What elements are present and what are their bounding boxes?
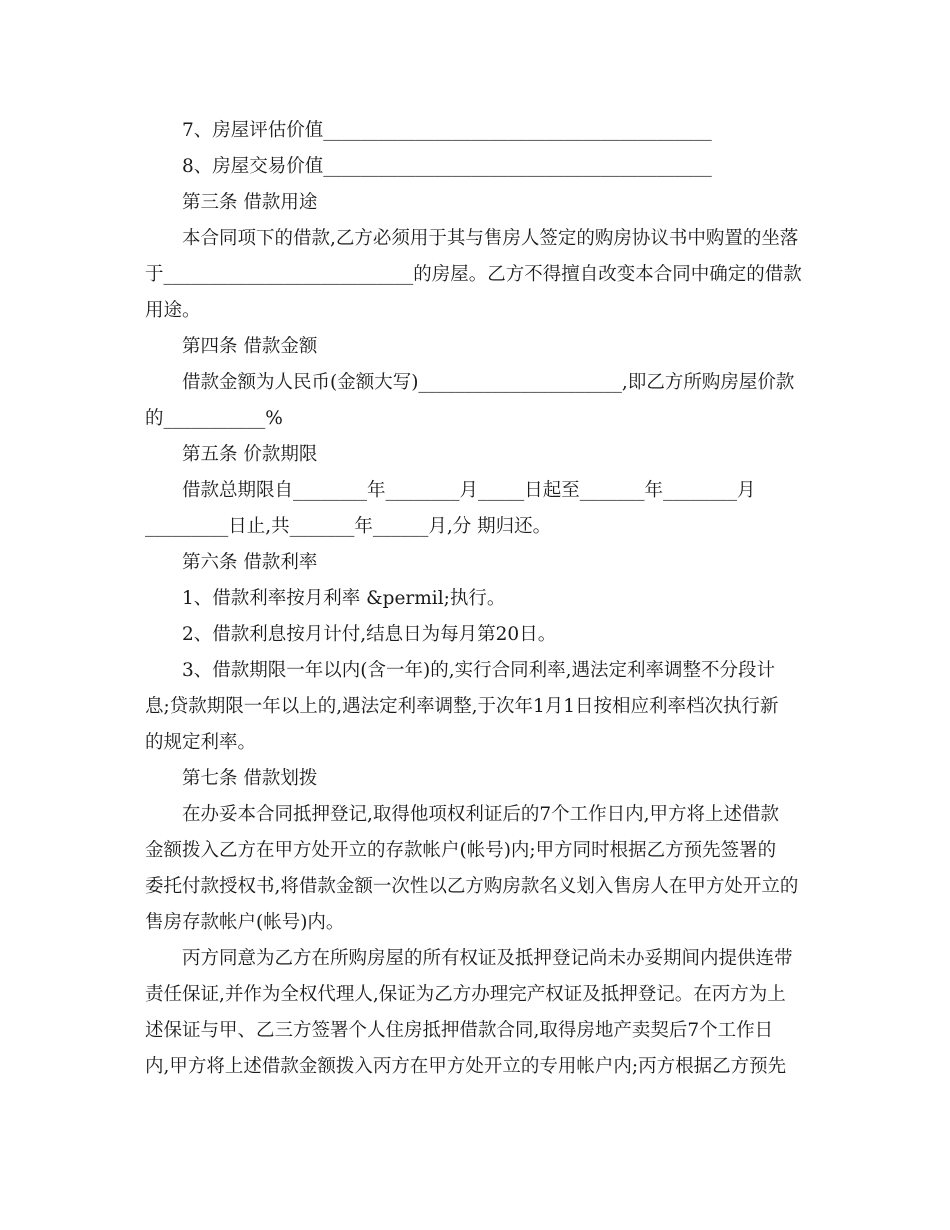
text-line: 2、借款利息按月计付,结息日为每月第20日。 [182,624,557,645]
text-line: 1、借款利率按月利率 &permil;执行。 [182,588,506,609]
text-line: 金额拨入乙方在甲方处开立的存款帐户(帐号)内;甲方同时根据乙方预先签署的 [145,840,777,861]
section-heading: 第七条 借款划拨 [182,768,318,789]
text-line: 委托付款授权书,将借款金额一次性以乙方购房款名义划入售房人在甲方处开立的 [145,876,799,897]
text-line: 于___________________________的房屋。乙方不得擅自改变本合同中确定的借款 [145,264,802,285]
text-line: 借款金额为人民币(金额大写)______________________,即乙方所购房屋价款 [182,372,795,393]
text-line: 在办妥本合同抵押登记,取得他项权利证后的7个工作日内,甲方将上述借款 [182,804,780,825]
text-line: 用途。 [145,300,201,321]
text-line: 8、房屋交易价值__________________________________________ [182,156,712,177]
section-heading: 第三条 借款用途 [182,192,318,213]
text-line: _________日止,共_______年______月,分 期归还。 [145,516,552,537]
text-line: 述保证与甲、乙三方签署个人住房抵押借款合同,取得房地产卖契后7个工作日 [145,1020,774,1041]
text-line: 的规定利率。 [145,732,257,753]
text-line: 息;贷款期限一年以上的,遇法定利率调整,于次年1月1日按相应利率档次执行新 [145,696,779,717]
text-line: 责任保证,并作为全权代理人,保证为乙方办理完产权证及抵押登记。在丙方为上 [145,984,786,1005]
text-line: 7、房屋评估价值__________________________________________ [182,120,712,141]
section-heading: 第六条 借款利率 [182,552,318,573]
text-line: 内,甲方将上述借款金额拨入丙方在甲方处开立的专用帐户内;丙方根据乙方预先 [145,1056,787,1077]
text-line: 借款总期限自________年________月_____日起至_______年________月 [182,480,756,501]
text-line: 本合同项下的借款,乙方必须用于其与售房人签定的购房协议书中购置的坐落 [182,228,799,249]
text-line: 售房存款帐户(帐号)内。 [145,912,345,933]
document-page [145,113,810,1085]
text-line: 3、借款期限一年以内(含一年)的,实行合同利率,遇法定利率调整不分段计 [182,660,775,681]
text-line: 丙方同意为乙方在所购房屋的所有权证及抵押登记尚未办妥期间内提供连带 [182,948,793,969]
section-heading: 第四条 借款金额 [182,336,318,357]
section-heading: 第五条 价款期限 [182,444,318,465]
text-line: 的___________% [145,408,283,429]
